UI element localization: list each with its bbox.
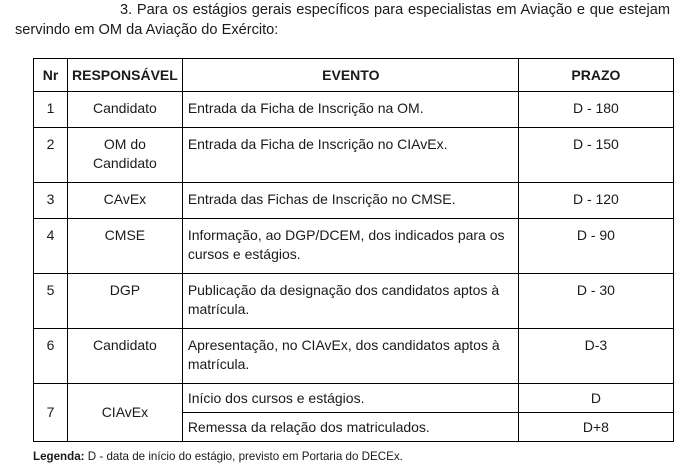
table-header-row	[34, 59, 674, 92]
table-row	[34, 128, 674, 183]
table-row	[34, 92, 674, 128]
cell-nr: 5	[34, 274, 68, 329]
cell-prazo: D	[518, 384, 673, 413]
cell-responsavel: DGP	[68, 274, 183, 329]
cell-prazo: D+8	[518, 413, 673, 442]
cell-evento: Remessa da relação dos matriculados.	[182, 413, 518, 442]
intro-paragraph	[15, 0, 670, 40]
cell-evento: Entrada das Fichas de Inscrição no CMSE.	[182, 183, 518, 219]
header-responsavel: RESPONSÁVEL	[68, 59, 183, 92]
cell-responsavel: OM do Candidato	[68, 128, 183, 183]
cell-nr: 7	[34, 384, 68, 442]
schedule-table	[33, 58, 674, 442]
cell-evento: Apresentação, no CIAvEx, dos candidatos aptos à matrícula.	[182, 329, 518, 384]
legend-text: D - data de início do estágio, previsto em Portaria do DECEx.	[84, 450, 403, 463]
intro-line-1: 3. Para os estágios gerais específicos para especialistas em Aviação e que estejam	[120, 2, 670, 18]
header-evento: EVENTO	[182, 59, 518, 92]
cell-responsavel: Candidato	[68, 329, 183, 384]
cell-prazo: D - 30	[518, 274, 673, 329]
legend-label: Legenda:	[33, 450, 85, 463]
cell-evento: Entrada da Ficha de Inscrição na OM.	[182, 92, 518, 128]
cell-nr: 1	[34, 92, 68, 128]
legend	[33, 450, 403, 463]
cell-responsavel: CAvEx	[68, 183, 183, 219]
cell-evento: Informação, ao DGP/DCEM, dos indicados para os cursos e estágios.	[182, 219, 518, 274]
cell-prazo: D - 150	[518, 128, 673, 183]
cell-nr: 6	[34, 329, 68, 384]
header-prazo: PRAZO	[518, 59, 673, 92]
cell-evento: Publicação da designação dos candidatos aptos à matrícula.	[182, 274, 518, 329]
intro-line-2: servindo em OM da Aviação do Exército:	[15, 22, 279, 38]
cell-responsavel: CMSE	[68, 219, 183, 274]
cell-responsavel: Candidato	[68, 92, 183, 128]
table-row	[34, 384, 674, 413]
cell-prazo: D - 90	[518, 219, 673, 274]
cell-evento: Entrada da Ficha de Inscrição no CIAvEx.	[182, 128, 518, 183]
table-row	[34, 274, 674, 329]
cell-prazo: D-3	[518, 329, 673, 384]
cell-evento: Início dos cursos e estágios.	[182, 384, 518, 413]
table-row	[34, 183, 674, 219]
cell-prazo: D - 120	[518, 183, 673, 219]
table-row	[34, 219, 674, 274]
header-nr: Nr	[34, 59, 68, 92]
cell-prazo: D - 180	[518, 92, 673, 128]
table-row	[34, 329, 674, 384]
cell-nr: 3	[34, 183, 68, 219]
cell-nr: 2	[34, 128, 68, 183]
cell-responsavel: CIAvEx	[68, 384, 183, 442]
cell-nr: 4	[34, 219, 68, 274]
